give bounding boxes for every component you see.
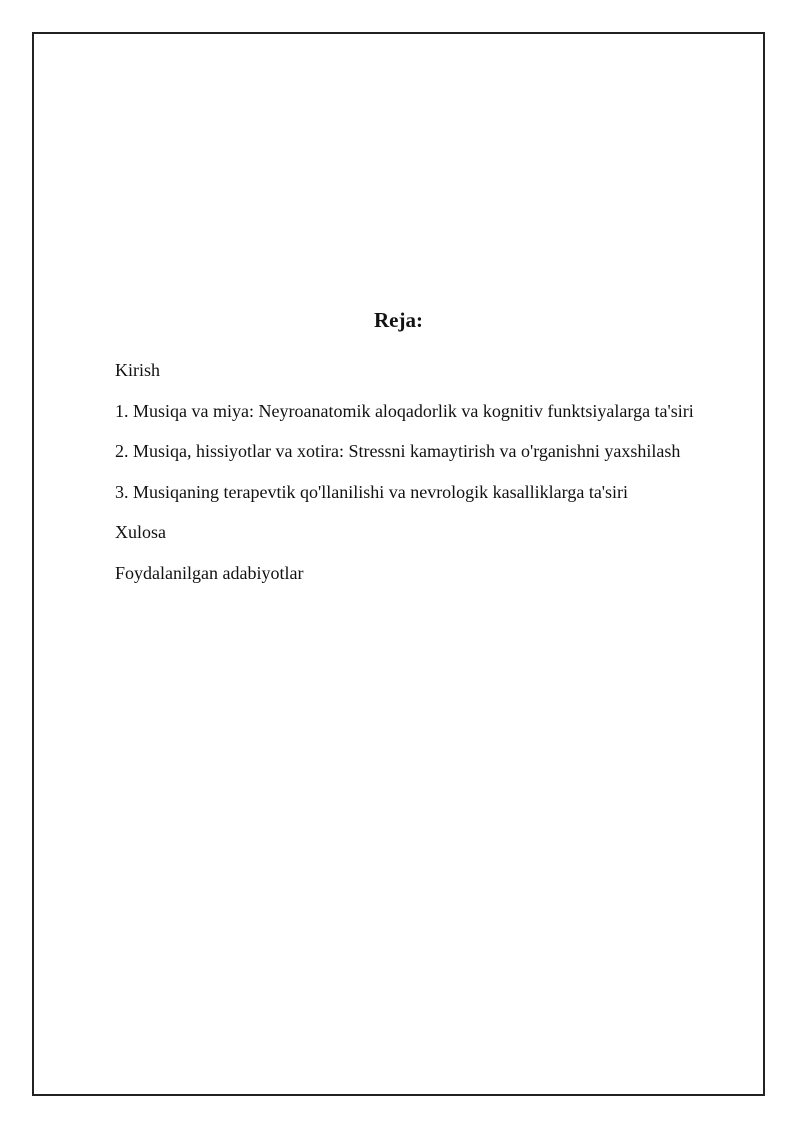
- toc-item-conclusion: Xulosa: [115, 522, 166, 543]
- toc-item-section-3: 3. Musiqaning terapevtik qo'llanilishi va nevrologik kasalliklarga ta'siri: [115, 481, 629, 502]
- page-frame: [32, 32, 765, 1096]
- table-of-contents: [115, 350, 694, 593]
- toc-item-section-2: 2. Musiqa, hissiyotlar va xotira: Stressni kamaytirish va o'rganishni yaxshilash: [115, 441, 681, 462]
- toc-item-introduction: Kirish: [115, 360, 160, 381]
- toc-item-section-1: 1. Musiqa va miya: Neyroanatomik aloqadorlik va kognitiv funktsiyalarga ta'siri: [115, 400, 694, 421]
- page-title: Reja:: [374, 308, 423, 332]
- toc-item-references: Foydalanilgan adabiyotlar: [115, 562, 304, 583]
